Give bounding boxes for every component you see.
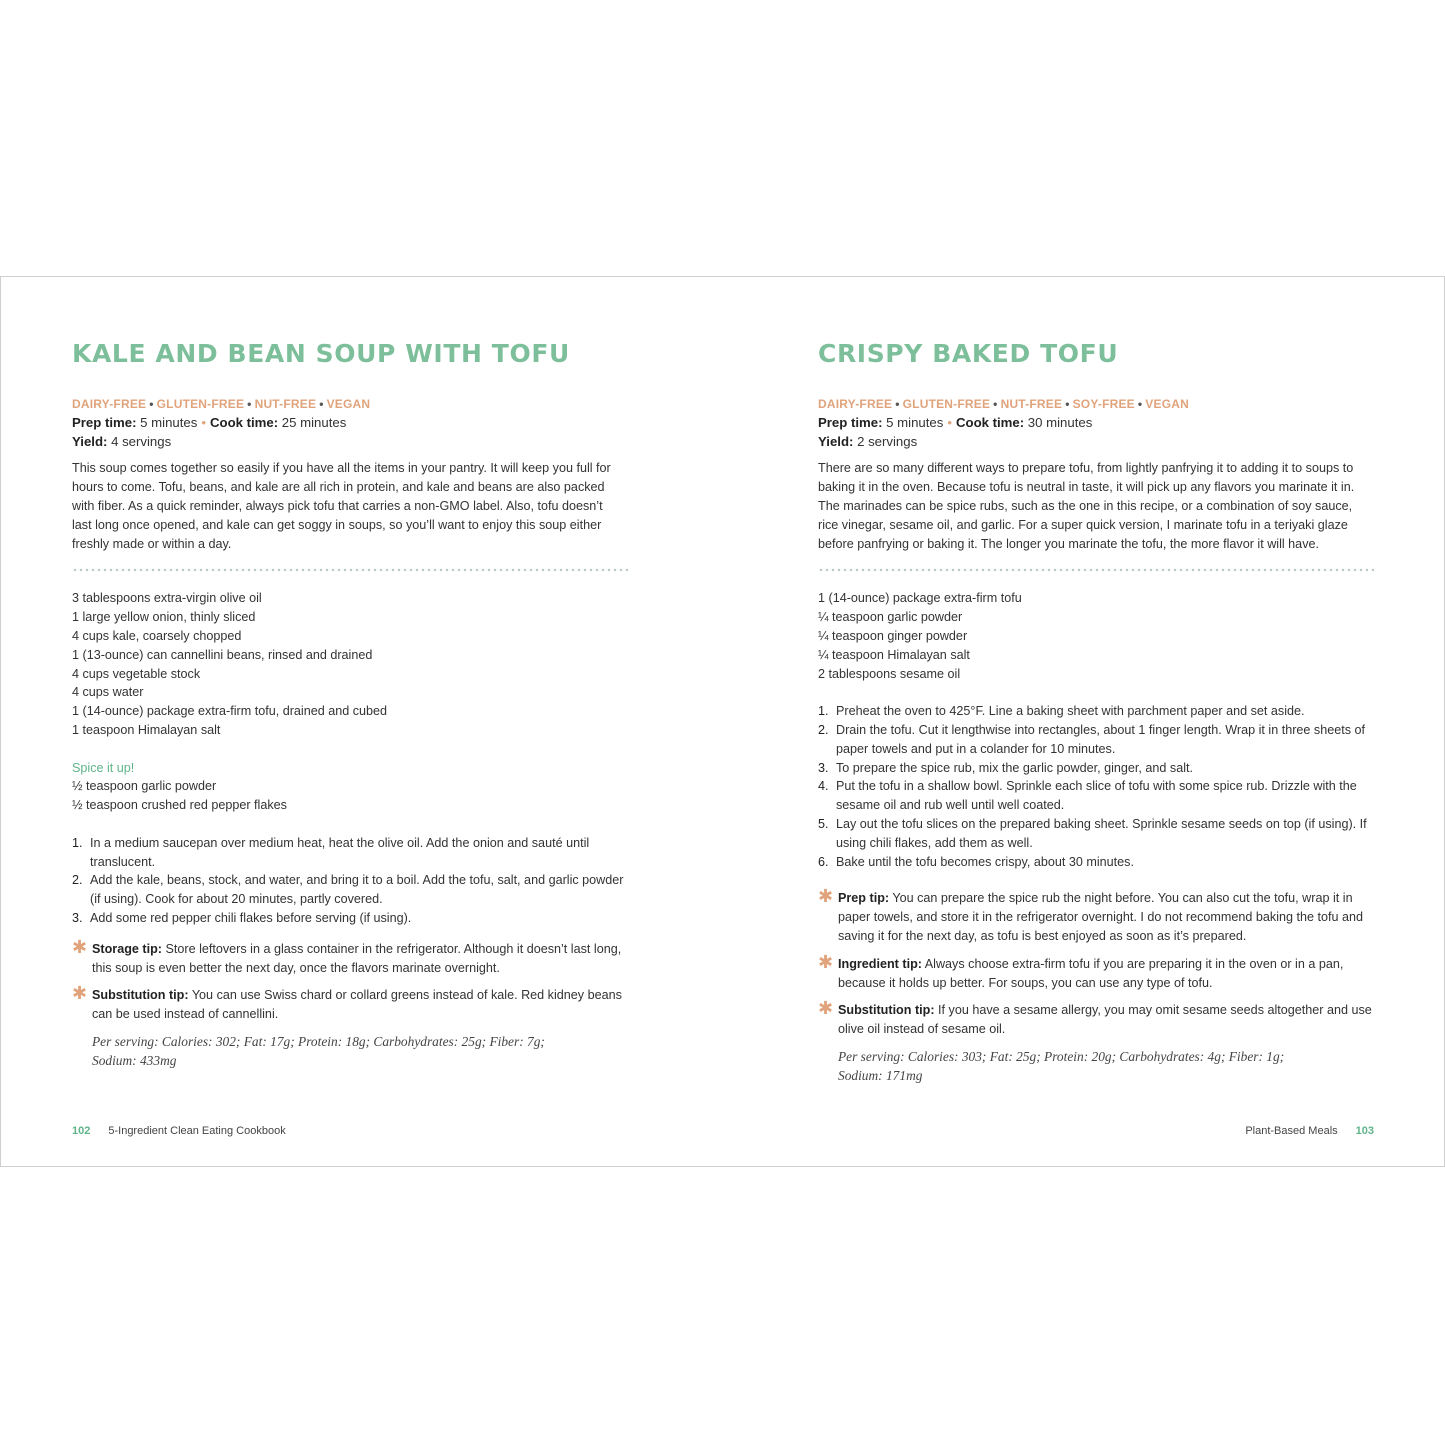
list-item: ½ teaspoon garlic powder [72, 779, 217, 794]
diet-tag: DAIRY-FREE [72, 397, 147, 411]
step-number: 5. [818, 816, 829, 831]
spice-list [72, 777, 632, 815]
list-item: 2 tablespoons sesame oil [818, 666, 961, 681]
diet-tags [72, 395, 632, 414]
step-number: 4. [818, 779, 829, 794]
chapter-title: Plant-Based Meals [1245, 1125, 1338, 1137]
tip [72, 983, 632, 1024]
section-divider [818, 567, 1374, 573]
asterisk-icon: ✱ [72, 983, 88, 1004]
tip [72, 936, 632, 978]
time-line [72, 414, 632, 433]
list-item: 4 cups kale, coarsely chopped [72, 628, 242, 643]
book-spread [0, 276, 1445, 1167]
footer-left [72, 1125, 286, 1137]
step-item [72, 909, 628, 928]
tips [72, 936, 632, 1024]
tip [818, 951, 1378, 993]
tip-text: If you have a sesame allergy, you may omit sesame seeds altogether and use olive oil instead of sesame oil. [838, 1003, 1372, 1037]
step-item [818, 853, 1374, 872]
diet-tag: SOY-FREE [1072, 397, 1135, 411]
step-item [818, 759, 1374, 778]
list-item: ½ teaspoon crushed red pepper flakes [72, 798, 287, 813]
tip-text: Always choose extra-firm tofu if you are preparing it in the oven or in a pan, because it holds up better. For soups, you can use any type of tofu. [838, 956, 1344, 990]
step-text: Drain the tofu. Cut it lengthwise into rectangles, about 1 finger length. Wrap it in three sheets of paper towels and put in a colander for 10 minutes. [836, 722, 1366, 756]
yield-line [818, 433, 1378, 452]
diet-tag: VEGAN [326, 397, 371, 411]
recipe-body [818, 395, 1378, 1086]
yield-label: Yield: [72, 433, 108, 449]
step-text: Put the tofu in a shallow bowl. Sprinkle each slice of tofu with some spice rub. Drizzle with the sesame oil and rub well until well coated. [836, 779, 1357, 813]
step-text: Preheat the oven to 425°F. Line a baking sheet with parchment paper and set aside. [836, 704, 1305, 719]
ingredient-list [72, 589, 632, 739]
tips [818, 886, 1378, 1039]
time-line [818, 414, 1378, 433]
nutrition-info: Per serving: Calories: 303; Fat: 25g; Protein: 20g; Carbohydrates: 4g; Fiber: 1g; Sodium: 171mg [838, 1048, 1285, 1083]
tag-separator: • [319, 397, 324, 411]
list-item: 1 teaspoon Himalayan salt [72, 722, 221, 737]
tag-separator: • [993, 397, 998, 411]
tip-label: Storage tip: [92, 941, 162, 956]
step-text: In a medium saucepan over medium heat, heat the olive oil. Add the onion and sauté until translucent. [90, 835, 590, 869]
asterisk-icon: ✱ [818, 886, 834, 907]
step-text: Lay out the tofu slices on the prepared baking sheet. Sprinkle sesame seeds on top (if using). If using chili flakes, add them as well. [836, 816, 1367, 850]
step-item [72, 871, 628, 909]
step-item [818, 721, 1374, 759]
tip-text: Store leftovers in a glass container in the refrigerator. Although it doesn’t last long, this soup is even better the next day, once the flavors marinate overnight. [92, 941, 622, 975]
recipe-intro: There are so many different ways to prepare tofu, from lightly panfrying it to adding it to soups to baking it in the oven. Because tofu is neutral in taste, it will pick up any flavors you marinate it in. The marinades can be spice rubs, such as the one in this recipe, or a combination of soy sauce, rice vinegar, sesame oil, and garlic. For a super quick version, I marinate tofu in a teriyaki glaze before panfrying or baking it. The longer you marinate the tofu, the more flavor it will have. [818, 461, 1355, 551]
prep-time-value: 5 minutes [886, 414, 944, 430]
nutrition-info: Per serving: Calories: 302; Fat: 17g; Protein: 18g; Carbohydrates: 25g; Fiber: 7g; Sodium: 433mg [92, 1033, 545, 1068]
tip-label: Substitution tip: [838, 1003, 935, 1018]
list-item: ¼ teaspoon garlic powder [818, 610, 963, 625]
list-item: ¼ teaspoon Himalayan salt [818, 647, 970, 662]
step-item [818, 702, 1374, 721]
step-number: 1. [818, 704, 829, 719]
list-item: 1 (13-ounce) can cannellini beans, rinsed and drained [72, 647, 373, 662]
diet-tags [818, 395, 1378, 414]
tag-separator: • [247, 397, 252, 411]
asterisk-icon: ✱ [818, 998, 834, 1019]
step-list [818, 702, 1374, 871]
list-item: 1 (14-ounce) package extra-firm tofu, drained and cubed [72, 704, 388, 719]
tip-label: Substitution tip: [92, 988, 189, 1003]
diet-tag: GLUTEN-FREE [156, 397, 245, 411]
tip-text: You can use Swiss chard or collard greens instead of kale. Red kidney beans can be used instead of cannellini. [92, 988, 622, 1022]
tip-label: Ingredient tip: [838, 956, 922, 971]
footer-right [1245, 1125, 1374, 1137]
step-item [818, 815, 1374, 853]
ingredient-list [818, 589, 1378, 683]
step-number: 2. [72, 873, 83, 888]
step-text: To prepare the spice rub, mix the garlic powder, ginger, and salt. [836, 760, 1194, 775]
prep-time-value: 5 minutes [140, 414, 198, 430]
tag-separator: • [1137, 397, 1143, 411]
list-item: 1 large yellow onion, thinly sliced [72, 610, 256, 625]
step-item [818, 777, 1374, 815]
list-item: 1 (14-ounce) package extra-firm tofu [818, 591, 1022, 606]
diet-tag: VEGAN [1145, 397, 1189, 411]
tip-label: Prep tip: [838, 891, 890, 906]
recipe-body [72, 395, 632, 1071]
tag-separator: • [895, 397, 900, 411]
meta-separator: • [201, 414, 206, 430]
section-divider [72, 567, 628, 573]
tip [818, 998, 1378, 1039]
step-text: Bake until the tofu becomes crispy, about 30 minutes. [836, 854, 1134, 869]
yield-label: Yield: [818, 433, 854, 449]
step-number: 3. [818, 760, 829, 775]
tag-separator: • [149, 397, 154, 411]
list-item: 4 cups water [72, 685, 144, 700]
meta-separator: • [947, 414, 952, 430]
diet-tag: GLUTEN-FREE [902, 397, 991, 411]
step-number: 3. [72, 910, 83, 925]
step-text: Add the kale, beans, stock, and water, and bring it to a boil. Add the tofu, salt, and garlic powder (if using). Cook for about 20 minutes, partly covered. [90, 873, 624, 907]
page-number: 103 [1355, 1125, 1374, 1137]
list-item: 4 cups vegetable stock [72, 666, 201, 681]
cook-time-label: Cook time: [209, 414, 279, 430]
list-item: 3 tablespoons extra-virgin olive oil [72, 591, 262, 606]
step-text: Add some red pepper chili flakes before serving (if using). [90, 910, 412, 925]
step-number: 1. [72, 835, 83, 850]
spice-heading: Spice it up! [72, 760, 135, 775]
book-title: 5-Ingredient Clean Eating Cookbook [108, 1125, 286, 1137]
diet-tag: NUT-FREE [1000, 397, 1063, 411]
prep-time-label: Prep time: [72, 414, 137, 430]
cook-time-value: 30 minutes [1027, 414, 1093, 430]
yield-value: 4 servings [111, 433, 172, 449]
recipe-title: CRISPY BAKED TOFU [818, 339, 1119, 368]
cook-time-label: Cook time: [955, 414, 1025, 430]
asterisk-icon: ✱ [818, 951, 834, 972]
step-list [72, 834, 628, 928]
recipe-intro: This soup comes together so easily if you have all the items in your pantry. It will keep you full for hours to come. Tofu, beans, and kale are all rich in protein, and kale and beans are also packed with fiber. As a quick reminder, always pick tofu that carries a non-GMO label. Also, tofu doesn’t last long once opened, and kale can get soggy in soups, so you’ll want to enjoy this soup either freshly made or within a day. [72, 461, 611, 551]
yield-line [72, 433, 632, 452]
prep-time-label: Prep time: [818, 414, 883, 430]
tip-text: You can prepare the spice rub the night before. You can also cut the tofu, wrap it in paper towels, and store it in the refrigerator overnight. I do not recommend baking the tofu and saving it for the next day, as tofu is best enjoyed as soon as it’s prepared. [838, 891, 1364, 943]
asterisk-icon: ✱ [72, 936, 88, 957]
cook-time-value: 25 minutes [281, 414, 347, 430]
tip [818, 886, 1378, 945]
diet-tag: NUT-FREE [254, 397, 317, 411]
diet-tag: DAIRY-FREE [818, 397, 893, 411]
yield-value: 2 servings [857, 433, 918, 449]
list-item: ¼ teaspoon ginger powder [818, 628, 968, 643]
step-number: 6. [818, 854, 829, 869]
page-number: 102 [72, 1125, 91, 1137]
step-item [72, 834, 628, 872]
tag-separator: • [1065, 397, 1070, 411]
step-number: 2. [818, 722, 829, 737]
recipe-title: KALE AND BEAN SOUP WITH TOFU [72, 339, 570, 368]
